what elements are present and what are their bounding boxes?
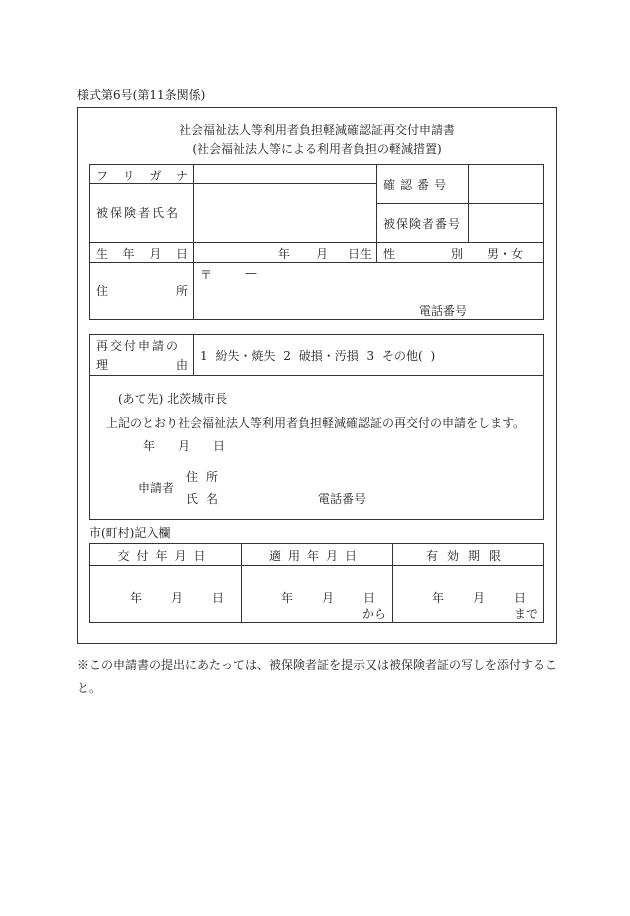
- issue-year: 年: [130, 591, 143, 605]
- furigana-label: フ リ ガ ナ: [96, 169, 188, 183]
- applicant-name-label: 氏名: [186, 492, 227, 506]
- form-number: 様式第6号(第11条関係): [77, 88, 206, 102]
- postal-dash: —: [245, 266, 257, 280]
- apply-from: から: [362, 607, 387, 621]
- gender-options: 男・女: [487, 247, 524, 261]
- expiry-month: 月: [473, 591, 486, 605]
- confirmation-number-label: 確認番号: [383, 178, 452, 192]
- reason-label-line2: 理 由: [96, 358, 188, 372]
- expiry-day: 日: [514, 591, 527, 605]
- expiry-header: 有効期限: [425, 549, 510, 563]
- gender-label: 性 別: [383, 247, 463, 261]
- issue-date-header: 交付年月日: [117, 549, 213, 563]
- declaration-statement: 上記のとおり社会福祉法人等利用者負担軽減確認証の再交付の申請をします。: [106, 416, 526, 430]
- issue-month: 月: [171, 591, 184, 605]
- applicant-phone-label: 電話番号: [318, 492, 367, 506]
- apply-day: 日: [363, 591, 376, 605]
- reason-options: 1 紛失・焼失 2 破損・汚損 3 その他( ): [200, 349, 436, 363]
- address-label: 住 所: [96, 284, 188, 298]
- expiry-year: 年: [432, 591, 445, 605]
- form-title: 社会福祉法人等利用者負担軽減確認証再交付申請書: [178, 123, 455, 137]
- birthdate-label: 生 年 月 日: [96, 247, 188, 261]
- reason-label-line1: 再交付申請の: [96, 339, 181, 353]
- applicant-label: 申請者: [138, 481, 175, 495]
- birth-month-label: 月: [316, 247, 329, 261]
- insured-number-label: 被保険者番号: [383, 217, 462, 231]
- applicant-address-label: 住所: [186, 470, 227, 484]
- declaration-month: 月: [178, 439, 191, 453]
- city-section-title: 市(町村)記入欄: [89, 526, 171, 540]
- declaration-day: 日: [213, 439, 226, 453]
- phone-label: 電話番号: [419, 304, 468, 318]
- footer-note: ※この申請書の提出にあたっては、被保険者証を提示又は被保険者証の写しを添付すること。: [77, 658, 558, 695]
- form-subtitle: (社会福祉法人等による利用者負担の軽減措置): [192, 142, 442, 156]
- apply-date-header: 適用年月日: [268, 549, 364, 563]
- birth-year-label: 年: [278, 247, 291, 261]
- apply-month: 月: [322, 591, 335, 605]
- apply-year: 年: [281, 591, 294, 605]
- issue-day: 日: [212, 591, 225, 605]
- declaration-year: 年: [143, 439, 156, 453]
- birth-day-label: 日生: [348, 247, 373, 261]
- postal-mark: 〒: [200, 268, 213, 282]
- addressee: (あて先) 北茨城市長: [118, 392, 228, 406]
- expiry-until: まで: [514, 607, 539, 621]
- insured-name-label: 被保険者氏名: [96, 206, 181, 220]
